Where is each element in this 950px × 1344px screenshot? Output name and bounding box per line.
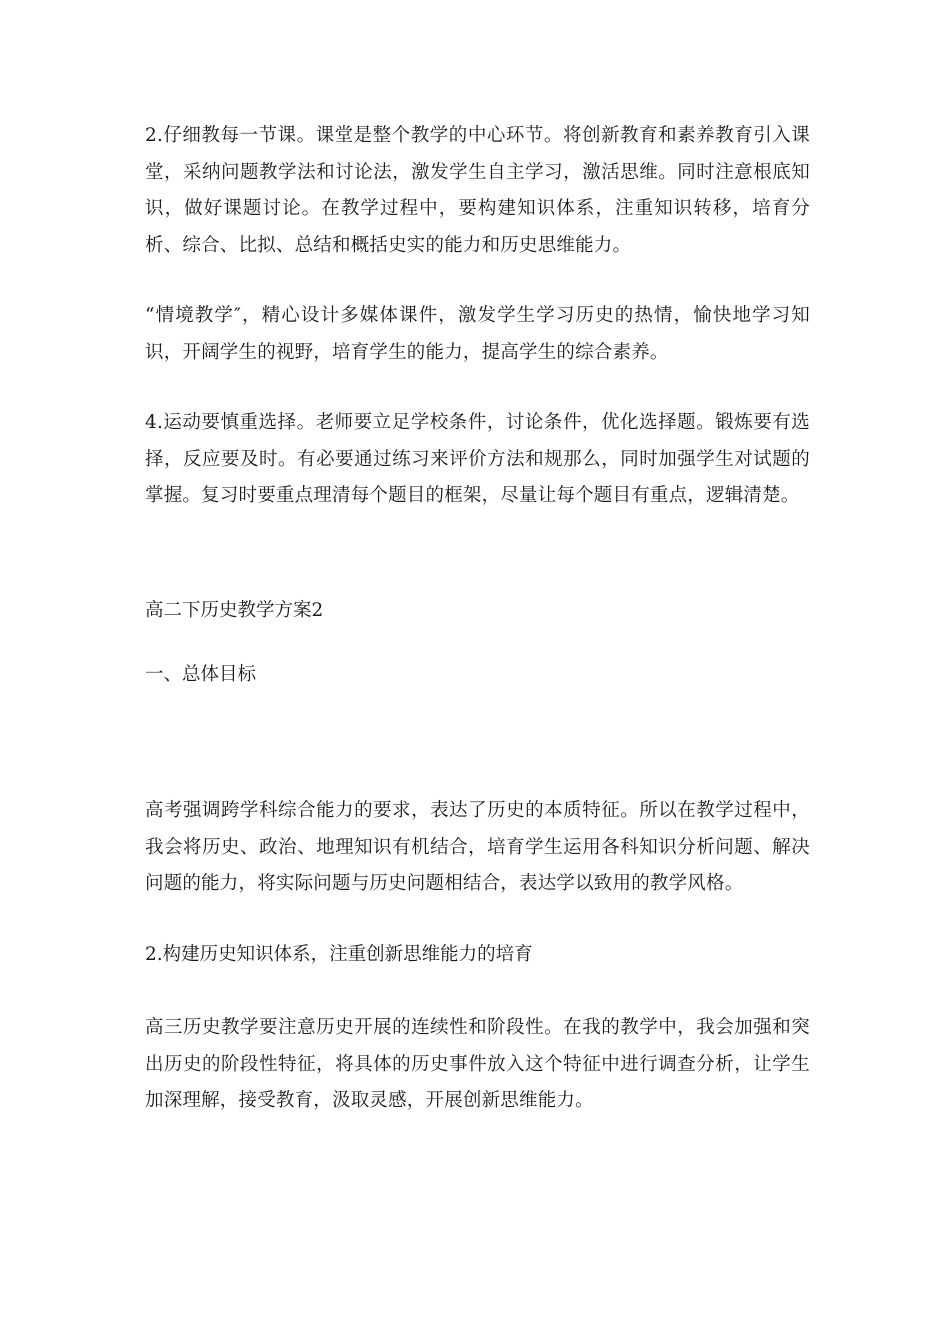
subheading-knowledge-system: 2.构建历史知识体系，注重创新思维能力的培育 [145,944,533,965]
subheading-overall-goal: 一、总体目标 [145,664,257,685]
paragraph-exercise-selection: 4.运动要慎重选择。老师要立足学校条件，讨论条件，优化选择题。锻炼要有选择，反应要及时。有必要通过练习来评价方法和规那么，同时加强学生对试题的掌握。复习时要重点理清每个题目的框架，尽量让每个题目有重点，逻辑清楚。 [145,412,810,506]
paragraph-situational-teaching: “情境教学″，精心设计多媒体课件，激发学生学习历史的热情，愉快地学习知识，开阔学生的视野，培育学生的能力，提高学生的综合素养。 [145,305,810,363]
section-title-plan-2: 高二下历史教学方案2 [145,600,324,621]
paragraph-historical-stages: 高三历史教学要注意历史开展的连续性和阶段性。在我的教学中，我会加强和突出历史的阶段性特征，将具体的历史事件放入这个特征中进行调查分析，让学生加深理解，接受教育，汲取灵感，开展创新思维能力。 [145,1017,810,1111]
paragraph-interdisciplinary-ability: 高考强调跨学科综合能力的要求，表达了历史的本质特征。所以在教学过程中，我会将历史、政治、地理知识有机结合，培育学生运用各科知识分析问题、解决问题的能力，将实际问题与历史问题相结合，表达学以致用的教学风格。 [145,800,810,894]
paragraph-teaching-each-lesson: 2.仔细教每一节课。课堂是整个教学的中心环节。将创新教育和素养教育引入课堂，采纳问题教学法和讨论法，激发学生自主学习，激活思维。同时注意根底知识，做好课题讨论。在教学过程中，要构建知识体系，注重知识转移，培育分析、综合、比拟、总结和概括史实的能力和历史思维能力。 [145,125,810,256]
